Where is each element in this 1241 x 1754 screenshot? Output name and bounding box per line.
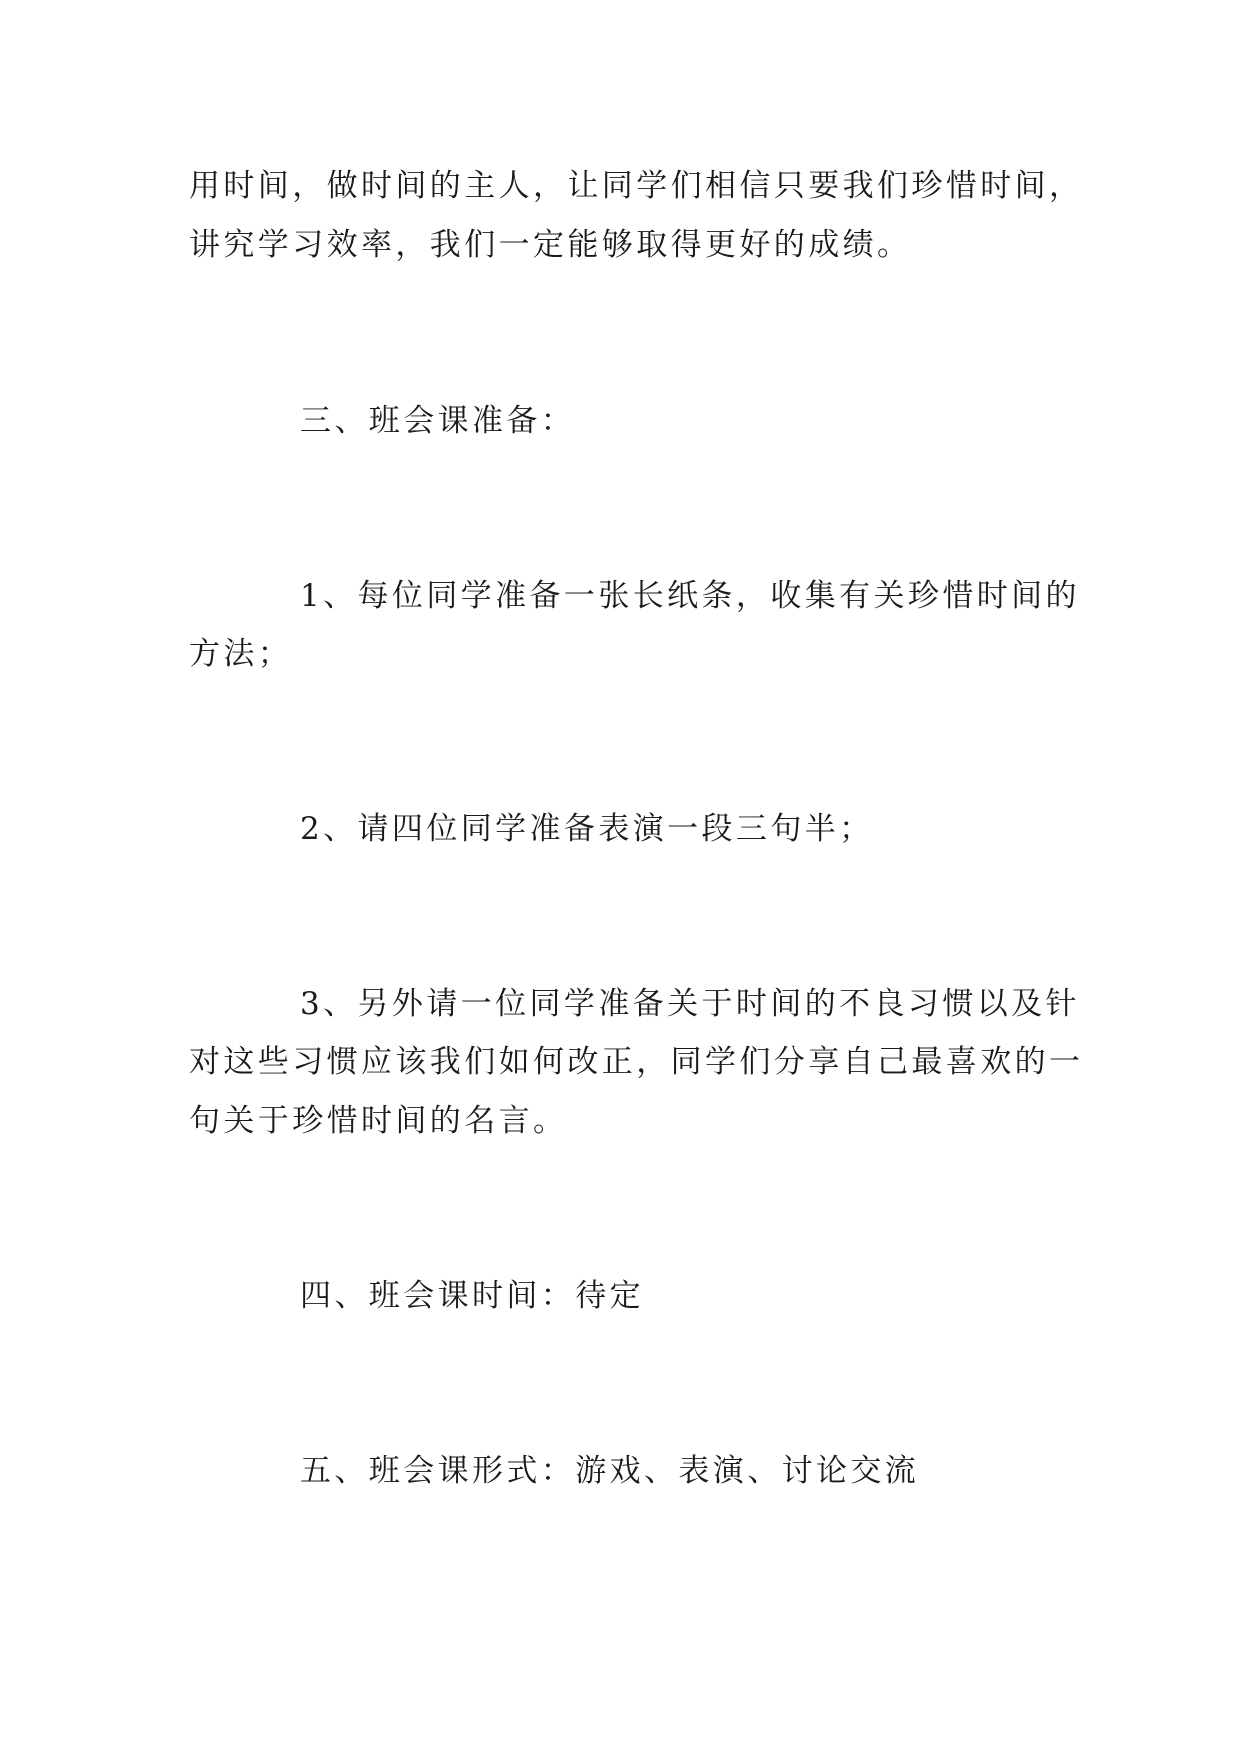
section-heading-preparation: 三、班会课准备： bbox=[300, 403, 576, 439]
paragraph-intro-line-2: 讲究学习效率，我们一定能够取得更好的成绩。 bbox=[189, 227, 912, 263]
list-item-1-line-2: 方法； bbox=[189, 636, 293, 672]
list-item-2: 2、请四位同学准备表演一段三句半； bbox=[300, 811, 874, 847]
paragraph-intro-line-1: 用时间，做时间的主人，让同学们相信只要我们珍惜时间， bbox=[189, 168, 1084, 204]
list-item-1-line-1: 1、每位同学准备一张长纸条，收集有关珍惜时间的 bbox=[300, 578, 1080, 614]
section-heading-format: 五、班会课形式：游戏、表演、讨论交流 bbox=[300, 1453, 920, 1489]
list-item-3-line-2: 对这些习惯应该我们如何改正，同学们分享自己最喜欢的一 bbox=[189, 1044, 1084, 1080]
section-heading-time: 四、班会课时间：待定 bbox=[300, 1278, 644, 1314]
list-item-3-line-3: 句关于珍惜时间的名言。 bbox=[189, 1103, 568, 1139]
list-item-3-line-1: 3、另外请一位同学准备关于时间的不良习惯以及针 bbox=[300, 986, 1080, 1022]
